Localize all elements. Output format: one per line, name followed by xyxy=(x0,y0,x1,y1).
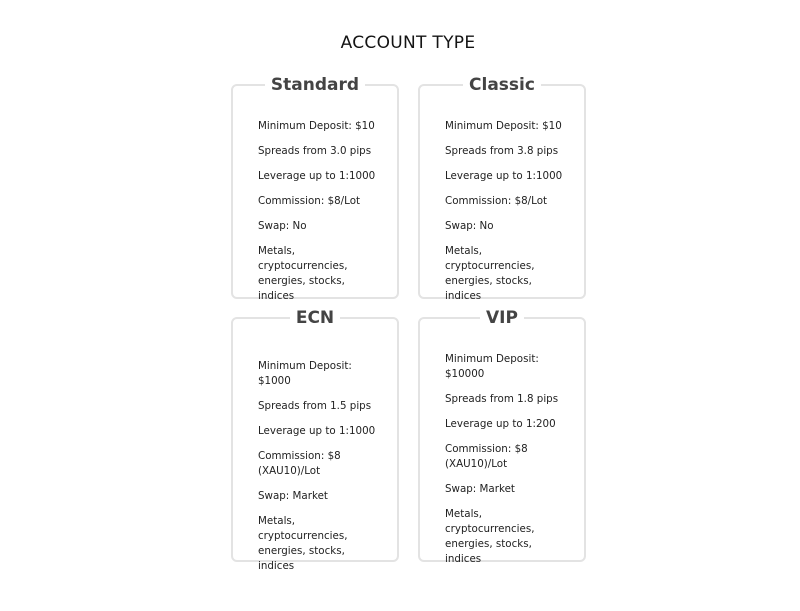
page-title: ACCOUNT TYPE xyxy=(340,33,476,53)
feature-min-deposit: Minimum Deposit: $10 xyxy=(258,120,375,132)
feature-leverage: Leverage up to 1:1000 xyxy=(445,170,563,182)
feature-swap: Swap: Market xyxy=(445,483,515,495)
feature-swap: Swap: No xyxy=(445,220,494,232)
account-card-standard xyxy=(231,75,399,302)
account-card-classic xyxy=(418,75,586,302)
feature-swap: Swap: No xyxy=(258,220,307,232)
feature-list xyxy=(258,359,383,584)
feature-instruments: Metals, cryptocurrencies, energies, stocks, indices xyxy=(445,245,535,302)
feature-commission: Commission: $8 (XAU10)/Lot xyxy=(445,443,528,470)
feature-list xyxy=(445,352,570,577)
feature-instruments: Metals, cryptocurrencies, energies, stocks, indices xyxy=(445,508,535,565)
feature-commission: Commission: $8 (XAU10)/Lot xyxy=(258,450,341,477)
feature-leverage: Leverage up to 1:1000 xyxy=(258,425,376,437)
feature-instruments: Metals, cryptocurrencies, energies, stocks, indices xyxy=(258,245,348,302)
feature-leverage: Leverage up to 1:1000 xyxy=(258,170,376,182)
feature-leverage: Leverage up to 1:200 xyxy=(445,418,556,430)
feature-list xyxy=(445,119,570,314)
feature-min-deposit: Minimum Deposit: $10000 xyxy=(445,353,539,380)
feature-spreads: Spreads from 3.8 pips xyxy=(445,145,559,157)
account-card-ecn xyxy=(231,308,399,572)
feature-spreads: Spreads from 3.0 pips xyxy=(258,145,372,157)
feature-swap: Swap: Market xyxy=(258,490,328,502)
feature-min-deposit: Minimum Deposit: $1000 xyxy=(258,360,352,387)
account-card-vip xyxy=(418,308,586,565)
feature-commission: Commission: $8/Lot xyxy=(445,195,548,207)
feature-spreads: Spreads from 1.5 pips xyxy=(258,400,372,412)
card-title: VIP xyxy=(480,307,524,329)
feature-instruments: Metals, cryptocurrencies, energies, stocks, indices xyxy=(258,515,348,572)
feature-list xyxy=(258,119,383,314)
card-title: Standard xyxy=(265,74,365,96)
card-title: ECN xyxy=(290,307,340,329)
feature-commission: Commission: $8/Lot xyxy=(258,195,361,207)
card-title: Classic xyxy=(463,74,541,96)
feature-spreads: Spreads from 1.8 pips xyxy=(445,393,559,405)
feature-min-deposit: Minimum Deposit: $10 xyxy=(445,120,562,132)
